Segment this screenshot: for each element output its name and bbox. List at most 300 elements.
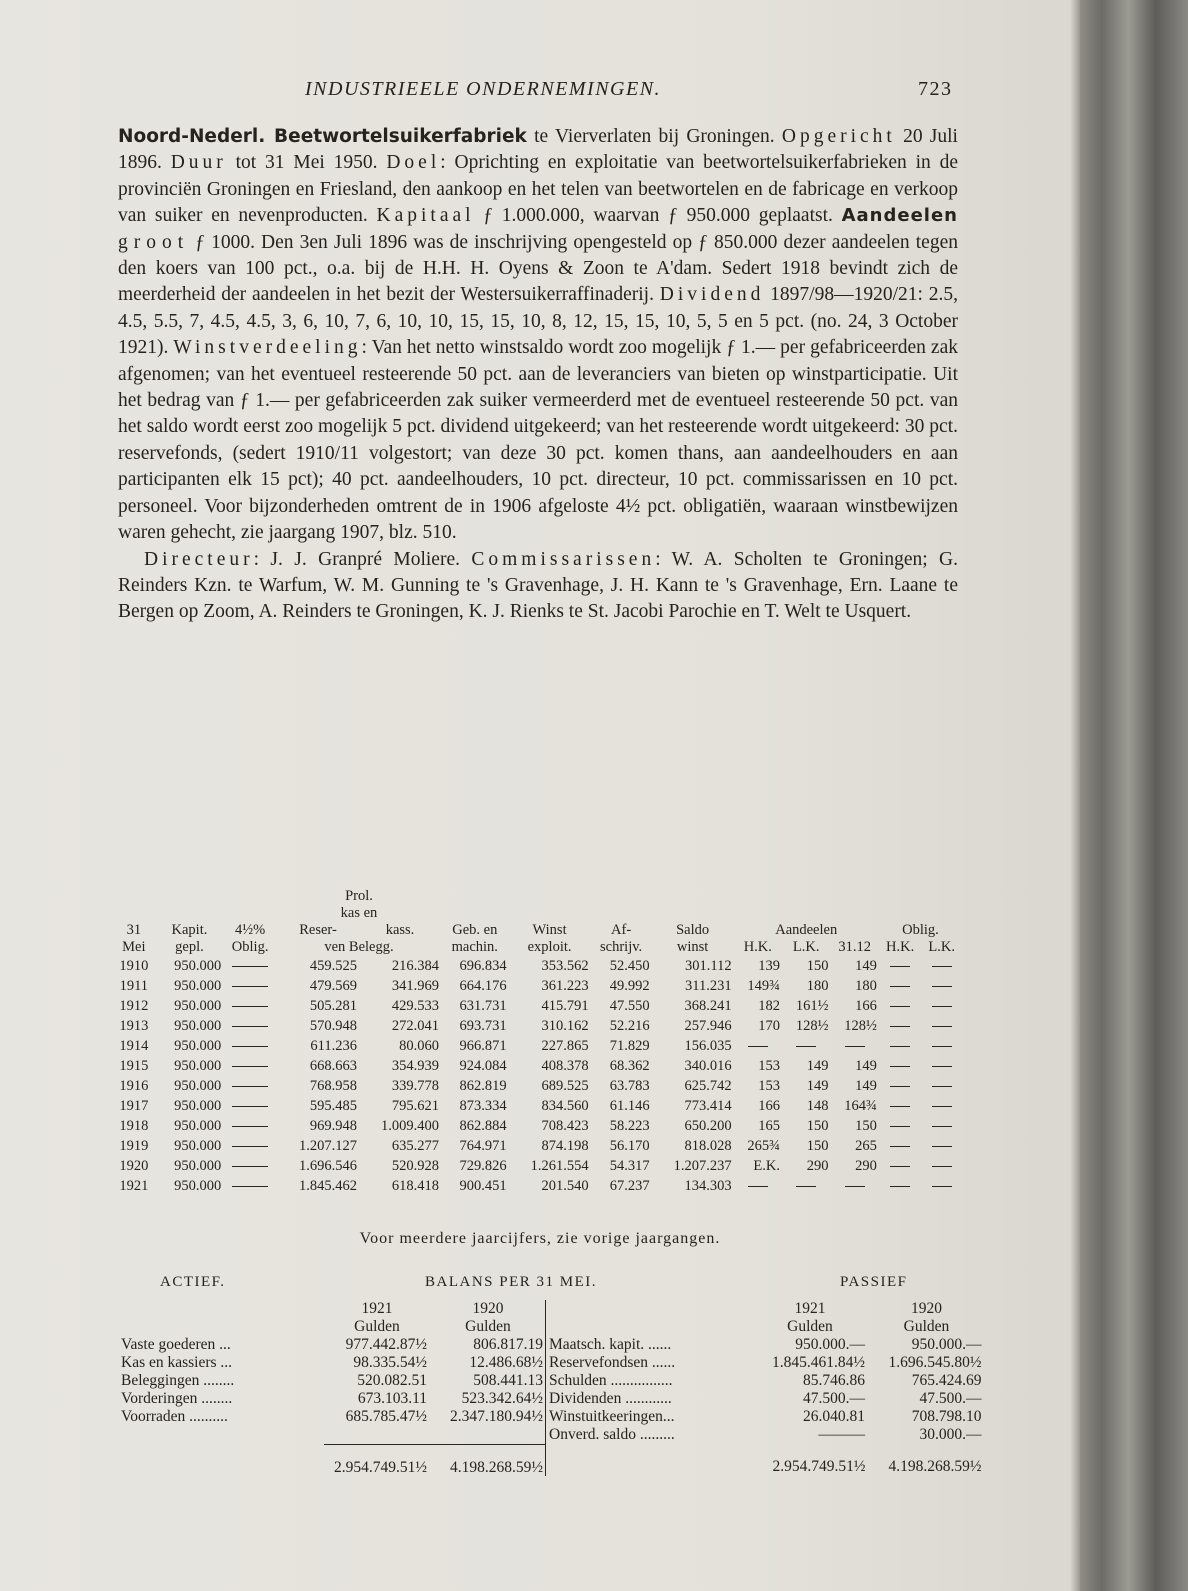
table-cell: 611.236 (310, 1038, 357, 1054)
header-cell: Aandeelen (775, 922, 838, 938)
table-cell: 818.028 (684, 1138, 732, 1154)
table-cell (921, 1076, 962, 1096)
field-label-aandeelen: Aandeelen (841, 205, 958, 227)
table-cell: 368.241 (684, 998, 732, 1014)
table-cell: 924.084 (459, 1058, 507, 1074)
table-cell: 180 (806, 978, 829, 994)
table-cell: 696.834 (459, 958, 507, 974)
balance-value: 523.342.64½ (461, 1390, 543, 1407)
unit-label: Gulden (465, 1318, 511, 1335)
table-cell: 1913 (119, 1018, 149, 1034)
dividend-table (112, 888, 962, 1196)
table-cell: 950.000 (174, 1138, 222, 1154)
balance-rule (118, 1426, 546, 1445)
table-cell: 1920 (119, 1158, 149, 1174)
table-header-row (112, 939, 962, 956)
table-cell (223, 1056, 277, 1076)
table-cell: 166 (855, 998, 877, 1014)
table-cell: 139 (758, 958, 781, 974)
balance-value: 708.798.10 (911, 1408, 982, 1425)
table-cell (921, 1056, 962, 1076)
total-1920: 4.198.268.59½ (450, 1459, 543, 1476)
table-cell: 1910 (119, 958, 149, 974)
table-cell: 729.826 (459, 1158, 507, 1174)
table-cell: 950.000 (174, 1158, 222, 1174)
table-cell: 128½ (844, 1018, 877, 1034)
table-cell (921, 1156, 962, 1176)
header-cell: gepl. (175, 939, 204, 955)
table-cell: 950.000 (174, 998, 222, 1014)
balance-label: Beleggingen ........ (121, 1372, 235, 1389)
table-row (112, 1036, 962, 1056)
table-cell: 156.035 (684, 1038, 732, 1054)
table-cell: 1921 (119, 1178, 149, 1194)
table-cell: 164¾ (844, 1098, 877, 1114)
table-cell: 257.946 (684, 1018, 732, 1034)
table-cell (921, 1036, 962, 1056)
year-label: 1920 (911, 1300, 942, 1317)
table-row (112, 1116, 962, 1136)
header-cell: Af- (611, 922, 632, 938)
balance-value: 806.817.19 (473, 1336, 543, 1353)
table-cell: 340.016 (684, 1058, 732, 1074)
unit-label: Gulden (787, 1318, 833, 1335)
table-row (112, 1176, 962, 1196)
table-cell: 1915 (119, 1058, 149, 1074)
balance-value: 2.347.180.94½ (450, 1408, 543, 1425)
table-cell: 834.560 (541, 1098, 589, 1114)
table-row (112, 1156, 962, 1176)
table-row (112, 1056, 962, 1076)
table-cell (830, 1036, 878, 1056)
field-label-directeur: Directeur (144, 548, 254, 570)
table-cell: 1911 (119, 978, 149, 994)
running-head (0, 78, 1080, 102)
balance-row (546, 1408, 985, 1426)
header-cell: Oblig. (231, 939, 269, 955)
table-cell: 58.223 (609, 1118, 650, 1134)
balance-label: Dividenden ............ (549, 1390, 672, 1407)
table-cell (223, 1176, 277, 1196)
balance-row (546, 1372, 985, 1390)
table-cell: 150 (806, 958, 829, 974)
table-cell (223, 1096, 277, 1116)
balance-label: Onverd. saldo ......... (549, 1426, 675, 1443)
balance-left-title: ACTIEF. (160, 1274, 226, 1290)
table-cell (223, 956, 277, 976)
balance-value: 950.000.— (795, 1336, 865, 1353)
article-paragraph-management (118, 547, 958, 626)
table-cell: 966.871 (459, 1038, 507, 1054)
table-cell (223, 1036, 277, 1056)
table-cell: 900.451 (459, 1178, 507, 1194)
table-cell (223, 1076, 277, 1096)
table-cell: 150 (806, 1138, 829, 1154)
table-cell: 153 (758, 1058, 781, 1074)
table-cell: 595.485 (309, 1098, 357, 1114)
header-cell: H.K. (743, 939, 772, 955)
unit-label: Gulden (903, 1318, 950, 1335)
table-cell: 272.041 (391, 1018, 439, 1034)
table-cell: 71.829 (609, 1038, 650, 1054)
table-row (112, 1076, 962, 1096)
header-cell: machin. (451, 939, 498, 955)
table-cell: 1.261.554 (530, 1158, 589, 1174)
table-cell: 950.000 (174, 978, 222, 994)
table-cell: 408.378 (541, 1058, 589, 1074)
table-cell (921, 1176, 962, 1196)
total-1920: 4.198.268.59½ (888, 1458, 982, 1475)
table-cell: 1.207.127 (299, 1138, 357, 1154)
balance-label: Maatsch. kapit. ...... (549, 1336, 672, 1353)
table-cell: 1918 (119, 1118, 149, 1134)
table-cell: 950.000 (174, 1058, 222, 1074)
table-cell: 479.569 (309, 978, 357, 994)
table-cell: 969.948 (309, 1118, 357, 1134)
header-cell: Reser- (299, 922, 337, 938)
table-cell: 67.237 (609, 1178, 650, 1194)
table-cell: 693.731 (459, 1018, 507, 1034)
balance-label: Schulden ................ (549, 1372, 673, 1389)
text-run: ƒ 1.000.000, waarvan ƒ 950.000 geplaatst. (474, 205, 842, 227)
header-cell: H.K. (886, 939, 915, 955)
table-cell (782, 1176, 830, 1196)
text-run: : W. A. Scholten te Groningen; G. Reinders Kzn. te Warfum, W. M. Gunning te 's Gravenhage, J. H. Kann te 's Gravenhage, Ern. Laane te Bergen op Zoom, A. Reinders te Groningen, K. J. Rienks te St. Jacobi Parochie en T. Welt te Usquert. (118, 548, 959, 623)
header-cell: Mei (122, 939, 146, 955)
table-cell (921, 1096, 962, 1116)
table-cell: 49.992 (609, 978, 650, 994)
table-cell: 149 (855, 1078, 877, 1094)
table-cell (223, 1116, 277, 1136)
header-cell: Winst (532, 922, 567, 938)
table-row (112, 1016, 962, 1036)
table-cell: 689.525 (541, 1078, 589, 1094)
table-header-row (112, 922, 962, 939)
table-cell: 570.948 (309, 1018, 357, 1034)
table-cell: 265¾ (747, 1138, 781, 1154)
balance-label: Voorraden .......... (121, 1408, 228, 1425)
year-label: 1921 (361, 1300, 393, 1317)
table-cell: 149 (855, 1058, 877, 1074)
balance-header-row (118, 1300, 546, 1318)
header-cell: 4½% (235, 922, 266, 938)
table-cell: 180 (855, 978, 877, 994)
table-cell: 265 (855, 1138, 877, 1154)
table-cell (879, 1016, 922, 1036)
balance-value: 98.335.54½ (353, 1354, 427, 1371)
text-run: : Van het netto winstsaldo wordt zoo mogelijk ƒ 1.— per gefabriceerden zak afgenomen; van het eventueel resteerende 50 pct. aan de leveranciers van bieten op winstparticipatie. Uit het bedrag van ƒ 1.— per gefabriceerden zak suiker vermeerderd met de eventueel resteerende 50 pct. van het saldo wordt eerst zoo mogelijk 5 pct. dividend uitgekeerd; van het resteerende wordt uitgekeerd: 30 pct. reservefonds, (sedert 1910/11 volgestort; van deze 30 pct. komen thans, aan aandeelhouders en aan participanten elk 15 pct); 40 pct. aandeelhouders, 10 pct. directeur, 10 pct. commissarissen en 10 pct. personeel. Voor bijzonderheden omtrent de in 1906 afgeloste 4½ pct. obligatiën, waaraan winstbewijzen waren gehecht, zie jaargang 1907, blz. 510. (118, 337, 958, 544)
table-cell: 341.969 (391, 978, 439, 994)
table-cell: 631.731 (459, 998, 507, 1014)
balance-total-row (546, 1444, 985, 1476)
balance-row (546, 1390, 985, 1408)
field-label-duur: Duur (170, 152, 227, 174)
table-cell: 1917 (119, 1098, 149, 1114)
table-cell (734, 1176, 782, 1196)
balance-value: 26.040.81 (803, 1408, 865, 1425)
table-cell: 201.540 (541, 1178, 589, 1194)
table-cell: 862.819 (459, 1078, 507, 1094)
table-cell: 353.562 (541, 958, 589, 974)
table-cell (223, 1136, 277, 1156)
balance-label: Vorderingen ........ (121, 1390, 233, 1407)
balance-passief (545, 1300, 985, 1476)
field-label-doel: Doel (386, 152, 441, 174)
balance-value: 30.000.— (919, 1426, 982, 1443)
header-cell: exploit. (527, 939, 572, 955)
table-cell (879, 1056, 922, 1076)
year-label: 1920 (472, 1300, 504, 1317)
balance-title: BALANS PER 31 MEI. (425, 1274, 598, 1290)
balance-label: Winstuitkeeringen... (549, 1408, 675, 1425)
passief-rows (546, 1336, 985, 1444)
table-cell (879, 976, 922, 996)
book-spine (1080, 0, 1188, 1591)
table-cell (223, 1016, 277, 1036)
balance-value: 685.785.47½ (345, 1408, 427, 1425)
header-cell: Kapit. (171, 922, 208, 938)
text-run: te Vierverlaten bij Groningen. (526, 126, 782, 147)
table-row (112, 976, 962, 996)
balance-value: 977.442.87½ (345, 1336, 427, 1353)
table-cell: 149 (855, 958, 877, 974)
table-cell: 47.550 (609, 998, 650, 1014)
table-cell: 150 (806, 1118, 829, 1134)
table-cell: 950.000 (174, 1078, 222, 1094)
balance-value: 1.845.461.84½ (772, 1354, 865, 1371)
balance-row (118, 1336, 546, 1354)
table-cell: E.K. (753, 1158, 781, 1174)
balance-value: 508.441.13 (473, 1372, 543, 1389)
table-cell: 63.783 (609, 1078, 650, 1094)
balance-label: Kas en kassiers ... (121, 1354, 233, 1371)
table-cell (921, 1136, 962, 1156)
table-note: Voor meerdere jaarcijfers, zie vorige jaargangen. (359, 1230, 721, 1247)
table-cell: 153 (758, 1078, 781, 1094)
header-cell: kass. (385, 922, 415, 938)
table-cell: 950.000 (174, 958, 222, 974)
balance-header-row (118, 1318, 546, 1336)
header-cell: 31.12 (838, 939, 871, 955)
table-cell: 68.362 (609, 1058, 650, 1074)
table-cell: 950.000 (174, 1018, 222, 1034)
table-cell: 459.525 (309, 958, 357, 974)
field-label-dividend: Dividend (659, 284, 765, 306)
balance-label: Reservefondsen ...... (549, 1354, 676, 1371)
table-cell: 795.621 (391, 1098, 439, 1114)
table-cell: 134.303 (684, 1178, 732, 1194)
balance-header-row (546, 1318, 985, 1336)
table-row (112, 1136, 962, 1156)
table-cell: 80.060 (399, 1038, 439, 1054)
balance-header-row (546, 1300, 985, 1318)
table-cell: 128½ (795, 1018, 829, 1034)
unit-label: Gulden (354, 1318, 400, 1335)
balance-right-title: PASSIEF (840, 1274, 908, 1290)
text-run: : Oprichting en exploitatie van beetwortelsuikerfabrieken in de provinciën Groningen en Friesland, den aankoop en het telen van beetwortelen en de fabricage en verkoop van suiker en nevenproducten. (118, 152, 958, 227)
text-run: : J. J. Granpré Moliere. (253, 548, 472, 570)
table-cell: 1919 (119, 1138, 149, 1154)
balance-total-row (118, 1445, 546, 1478)
balance-row (546, 1336, 985, 1354)
table-cell: 52.450 (609, 958, 650, 974)
table-cell: 1912 (119, 998, 149, 1014)
header-cell: L.K. (928, 939, 956, 955)
table-cell (879, 1076, 922, 1096)
table-cell: 290 (806, 1158, 829, 1174)
article-body (118, 124, 958, 626)
table-cell: 1914 (119, 1038, 149, 1054)
table-cell (782, 1036, 830, 1056)
table-cell: 182 (758, 998, 781, 1014)
table-cell (879, 1096, 922, 1116)
table-cell (921, 976, 962, 996)
table-cell (921, 1016, 962, 1036)
balance-row (546, 1426, 985, 1444)
table-cell: 301.112 (685, 958, 732, 974)
table-cell: 1.696.546 (299, 1158, 357, 1174)
text-run: 20 Juli 1896. (118, 126, 958, 174)
field-label-opgericht: Opgericht (781, 126, 896, 147)
table-cell (223, 996, 277, 1016)
table-cell: 1916 (119, 1078, 149, 1094)
table-cell (921, 1116, 962, 1136)
header-cell: winst (676, 939, 709, 955)
table-cell: 148 (806, 1098, 829, 1114)
table-cell: 149 (806, 1058, 829, 1074)
header-cell: Saldo (676, 922, 710, 938)
table-cell: 950.000 (174, 1118, 222, 1134)
table-cell: 310.162 (541, 1018, 589, 1034)
balance-row (118, 1408, 546, 1426)
table-cell: 505.281 (309, 998, 357, 1014)
table-cell: 618.418 (391, 1178, 439, 1194)
table-cell (879, 956, 922, 976)
table-cell: 950.000 (174, 1098, 222, 1114)
table-cell: 149¾ (747, 978, 781, 994)
table-cell: 290 (855, 1158, 877, 1174)
table-cell (830, 1176, 878, 1196)
total-1921: 2.954.749.51½ (772, 1458, 866, 1475)
table-cell: 170 (758, 1018, 781, 1034)
table-cell: 764.971 (459, 1138, 507, 1154)
table-cell: 52.216 (609, 1018, 650, 1034)
table-cell: 862.884 (459, 1118, 507, 1134)
table-cell: 61.146 (609, 1098, 650, 1114)
table-cell: 415.791 (541, 998, 589, 1014)
header-kas-en: kas en (340, 905, 378, 921)
article-paragraph-main (118, 124, 958, 547)
actief-rows (118, 1336, 546, 1426)
table-cell: 874.198 (541, 1138, 589, 1154)
running-title: INDUSTRIEELE ONDERNEMINGEN. (305, 78, 662, 100)
table-cell: 650.200 (684, 1118, 732, 1134)
table-cell: 165 (758, 1118, 781, 1134)
table-cell: 150 (855, 1118, 877, 1134)
text-run: tot 31 Mei 1950. (226, 152, 387, 174)
table-cell: 635.277 (391, 1138, 439, 1154)
balance-value: ——— (818, 1426, 865, 1443)
balance-row (546, 1354, 985, 1372)
table-cell (879, 1036, 922, 1056)
table-cell: 166 (758, 1098, 781, 1114)
table-cell: 950.000 (174, 1038, 222, 1054)
table-cell: 950.000 (174, 1178, 222, 1194)
company-name: Noord-Nederl. Beetwortelsuikerfabriek (118, 126, 527, 147)
table-row (112, 956, 962, 976)
balance-value: 85.746.86 (803, 1372, 865, 1389)
table-row (112, 996, 962, 1016)
table-cell: 361.223 (541, 978, 589, 994)
balance-value: 47.500.— (803, 1390, 865, 1407)
table-cell: 216.384 (391, 958, 439, 974)
balance-value: 520.082.51 (357, 1372, 427, 1389)
table-cell: 708.423 (541, 1118, 589, 1134)
balance-label: Vaste goederen ... (121, 1336, 231, 1353)
balance-value: 765.424.69 (911, 1372, 982, 1389)
table-cell: 664.176 (459, 978, 507, 994)
balance-row (118, 1390, 546, 1408)
table-cell (223, 976, 277, 996)
balance-row (118, 1372, 546, 1390)
table-cell: 1.009.400 (380, 1118, 439, 1134)
balance-value: 673.103.11 (357, 1390, 427, 1407)
balance-value: 1.696.545.80½ (888, 1354, 982, 1371)
header-cell: Geb. en (452, 922, 498, 938)
table-cell (879, 1136, 922, 1156)
table-cell (879, 1156, 922, 1176)
table-cell: 354.939 (391, 1058, 439, 1074)
table-cell: 773.414 (684, 1098, 732, 1114)
header-cell: ven Belegg. (324, 939, 394, 955)
table-cell (879, 1176, 922, 1196)
table-cell: 520.928 (391, 1158, 439, 1174)
table-cell (223, 1156, 277, 1176)
header-cell: L.K. (792, 939, 820, 955)
table-cell (879, 1116, 922, 1136)
table-cell: 768.958 (309, 1078, 357, 1094)
header-cell: schrijv. (600, 939, 643, 955)
table-cell: 873.334 (459, 1098, 507, 1114)
table-cell: 429.533 (391, 998, 439, 1014)
table-cell: 311.231 (685, 978, 732, 994)
field-label-kapitaal: Kapitaal (376, 205, 475, 227)
header-prol: Prol. (345, 888, 373, 904)
dividend-table-body (112, 956, 962, 1196)
table-cell: 149 (806, 1078, 829, 1094)
table-cell: 227.865 (541, 1038, 589, 1054)
balance-value: 950.000.— (911, 1336, 982, 1353)
table-cell (879, 996, 922, 1016)
year-label: 1921 (794, 1300, 826, 1317)
table-header-row (112, 888, 962, 905)
balance-row (118, 1354, 546, 1372)
field-label-groot: groot (118, 231, 190, 253)
balance-value: 47.500.— (919, 1390, 982, 1407)
field-label-winstverdeeling: Winstverdeeling (173, 337, 362, 359)
table-cell (921, 996, 962, 1016)
balance-value: 12.486.68½ (469, 1354, 543, 1371)
balance-actief (118, 1300, 546, 1477)
table-cell (734, 1036, 782, 1056)
table-cell: 1.207.237 (673, 1158, 732, 1174)
text-run: ƒ 1000. Den 3en Juli 1896 was de inschrijving opengesteld op ƒ 850.000 dezer aandeelen tegen den koers van 100 pct., o.a. bij de H.H. H. Oyens & Zoon te A'dam. Sedert 1918 bevindt zich de meerderheid der aandeelen in het bezit der Westersuikerraffinaderij. (118, 231, 958, 306)
table-row (112, 1096, 962, 1116)
header-cell: 31 (126, 922, 142, 938)
table-cell (921, 956, 962, 976)
field-label-commissarissen: Commissarissen (471, 548, 656, 570)
table-cell: 56.170 (609, 1138, 650, 1154)
